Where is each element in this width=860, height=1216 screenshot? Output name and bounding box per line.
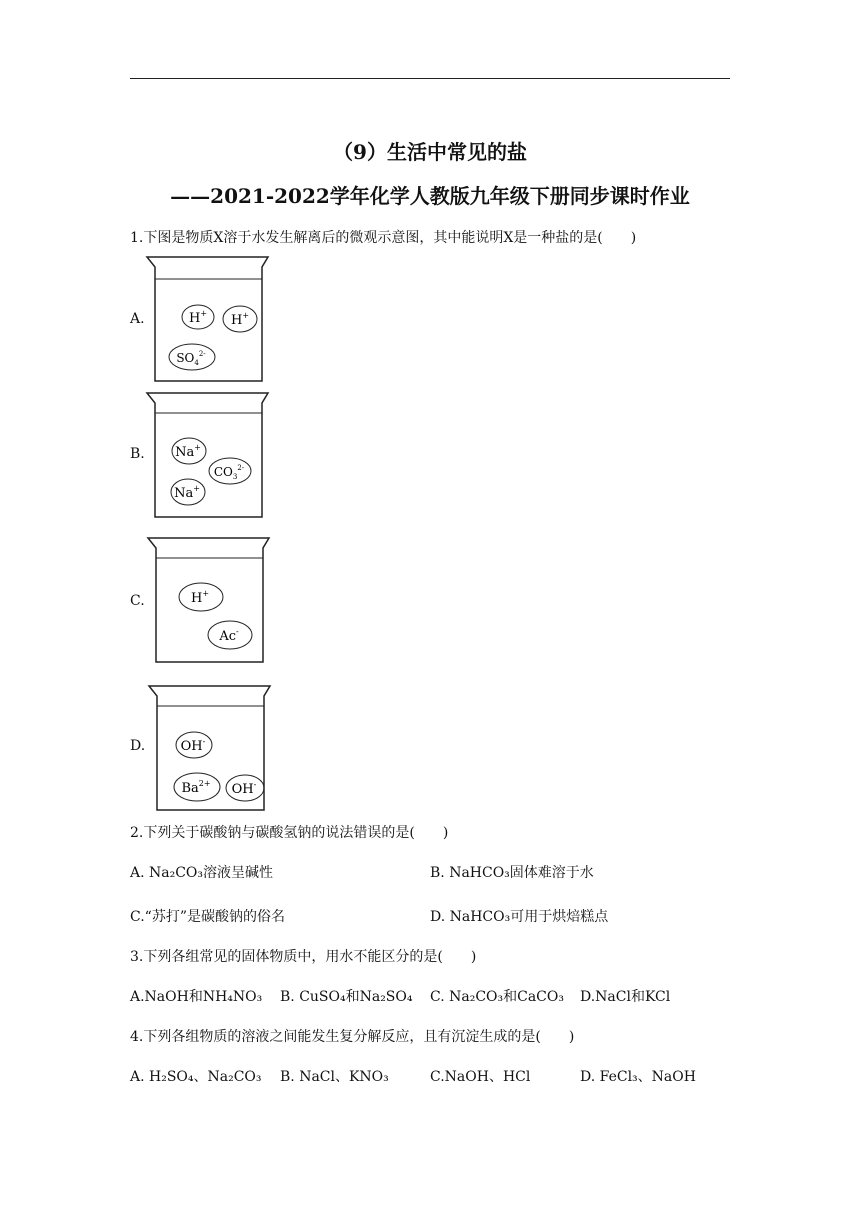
question-1-stem: 1.下图是物质X溶于水发生解离后的微观示意图，其中能说明X是一种盐的是( )	[130, 230, 637, 246]
svg-text:Ac-: Ac-	[219, 627, 239, 644]
svg-text:H+: H+	[188, 309, 208, 326]
q4-option-d: D. FeCl₃、NaOH	[580, 1069, 696, 1085]
ion-sodium	[172, 438, 206, 464]
page-subtitle: ——2021-2022学年化学人教版九年级下册同步课时作业	[170, 184, 690, 208]
header-rule	[130, 78, 730, 79]
q3-option-c: C. Na₂CO₃和CaCO₃	[430, 989, 564, 1005]
q4-option-a: A. H₂SO₄、Na₂CO₃	[130, 1069, 262, 1085]
ion-h-plus	[182, 305, 214, 329]
q2-option-a: A. Na₂CO₃溶液呈碱性	[130, 865, 274, 881]
ion-hydroxide	[226, 775, 264, 801]
ion-carbonate	[209, 458, 251, 484]
q1-option-a-label: A.	[130, 311, 145, 327]
q3-option-b: B. CuSO₄和Na₂SO₄	[280, 989, 413, 1005]
svg-text:H+: H+	[190, 589, 210, 606]
ion-barium	[174, 773, 220, 801]
q1-option-c-label: C.	[130, 593, 145, 609]
svg-text:SO42-: $SO_4^{2-}$	[176, 350, 206, 367]
ion-hydroxide	[176, 732, 212, 758]
svg-text:OH-: OH-	[180, 737, 206, 754]
q1-option-b-label: B.	[130, 446, 145, 462]
page-title: （9）生活中常见的盐	[333, 140, 527, 164]
q1-option-a-beaker	[146, 255, 271, 383]
q1-option-d-label: D.	[130, 738, 146, 754]
svg-text:Na+: Na+	[174, 484, 200, 501]
question-2-stem: 2.下列关于碳酸钠与碳酸氢钠的说法错误的是( )	[130, 825, 449, 841]
ion-sodium	[171, 479, 205, 505]
q3-option-a: A.NaOH和NH₄NO₃	[130, 989, 263, 1005]
question-4-stem: 4.下列各组物质的溶液之间能发生复分解反应，且有沉淀生成的是( )	[130, 1029, 575, 1045]
question-3-stem: 3.下列各组常见的固体物质中，用水不能区分的是( )	[130, 949, 477, 965]
ion-sulfate	[169, 344, 215, 370]
q2-option-c: C.“苏打”是碳酸钠的俗名	[130, 909, 285, 925]
ion-h-plus	[223, 306, 257, 332]
ion-acetate	[208, 621, 252, 649]
svg-text:Ba2+: $Ba^{2+}$	[181, 779, 211, 796]
q1-option-d-beaker	[148, 684, 273, 812]
q4-option-b: B. NaCl、KNO₃	[280, 1069, 389, 1085]
svg-text:H+: H+	[230, 311, 250, 328]
q4-option-c: C.NaOH、HCl	[430, 1069, 531, 1085]
svg-text:CO32-: $CO_3^{2-}$	[213, 464, 245, 481]
q1-option-b-beaker	[146, 391, 271, 519]
q1-option-c-beaker	[147, 536, 272, 664]
svg-text:Na+: Na+	[175, 443, 201, 460]
svg-text:OH-: OH-	[231, 780, 257, 797]
ion-h-plus	[179, 583, 223, 611]
q2-option-b: B. NaHCO₃固体难溶于水	[430, 865, 594, 881]
q3-option-d: D.NaCl和KCl	[580, 989, 671, 1005]
q2-option-d: D. NaHCO₃可用于烘焙糕点	[430, 909, 609, 925]
